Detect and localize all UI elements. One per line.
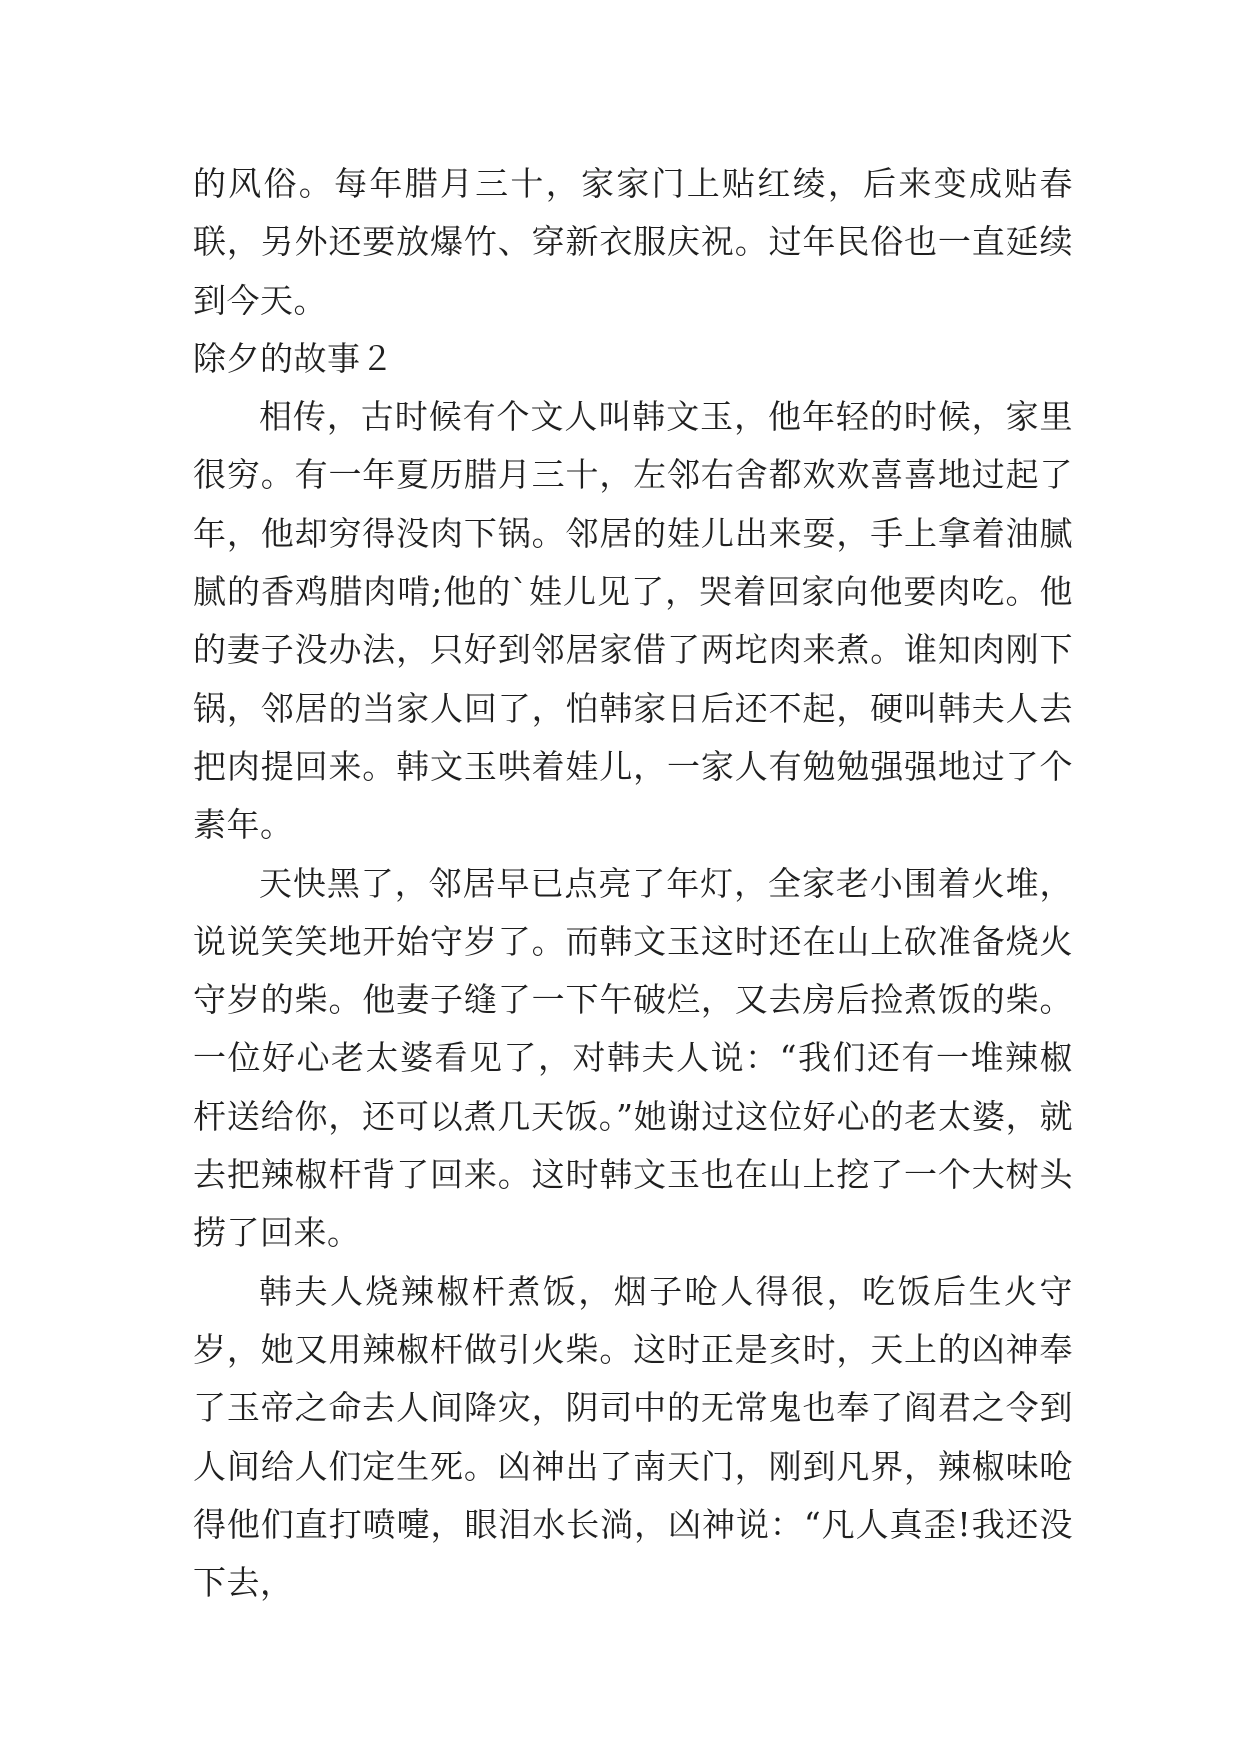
section-title: 除夕的故事２ [193,338,394,378]
story-paragraph-3: 韩夫人烧辣椒杆煮饭，烟子呛人得很，吃饭后生火守岁，她又用辣椒杆做引火柴。这时正是亥时，天上的凶神奉了玉帝之命去人间降灾，阴司中的无常鬼也奉了阎君之令到人间给人们定生死。凶神出了南天门，刚到凡界，辣椒味呛得他们直打喷嚏，眼泪水长淌，凶神说：“凡人真歪!我还没下去， [193,1271,1073,1603]
story-paragraph-1: 相传，古时候有个文人叫韩文玉，他年轻的时候，家里很穷。有一年夏历腊月三十，左邻右舍都欢欢喜喜地过起了年，他却穷得没肉下锅。邻居的娃儿出来耍，手上拿着油腻腻的香鸡腊肉啃;他的`娃儿见了，哭着回家向他要肉吃。他的妻子没办法，只好到邻居家借了两坨肉来煮。谁知肉刚下锅，邻居的当家人回了，怕韩家日后还不起，硬叫韩夫人去把肉提回来。韩文玉哄着娃儿，一家人有勉勉强强地过了个素年。 [193,397,1073,845]
story-paragraph-2: 天快黑了，邻居早已点亮了年灯，全家老小围着火堆，说说笑笑地开始守岁了。而韩文玉这时还在山上砍准备烧火守岁的柴。他妻子缝了一下午破烂，又去房后捡煮饭的柴。一位好心老太婆看见了，对韩夫人说：“我们还有一堆辣椒杆送给你，还可以煮几天饭。”她谢过这位好心的老太婆，就去把辣椒杆背了回来。这时韩文玉也在山上挖了一个大树头捞了回来。 [193,863,1073,1253]
document-body [193,155,1073,1612]
intro-paragraph: 的风俗。每年腊月三十，家家门上贴红绫，后来变成贴春联，另外还要放爆竹、穿新衣服庆祝。过年民俗也一直延续到今天。 [193,164,1073,320]
